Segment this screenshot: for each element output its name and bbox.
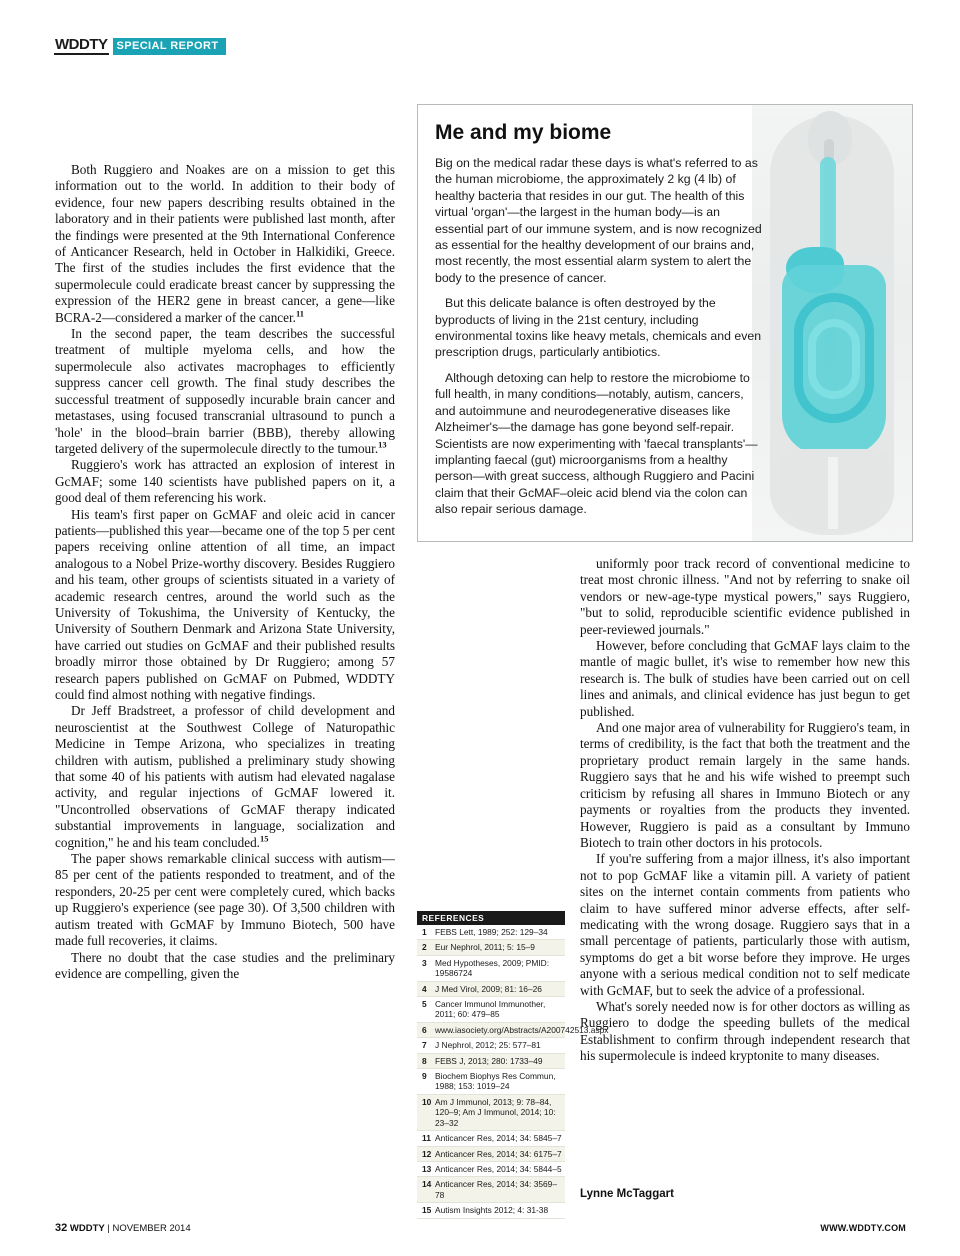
reference-item — [417, 1069, 565, 1095]
section-badge: SPECIAL REPORT — [113, 38, 227, 55]
reference-number: 7 — [422, 1040, 427, 1051]
reference-number: 5 — [422, 999, 427, 1010]
reference-text: J Med Virol, 2009; 81: 16–26 — [435, 983, 542, 994]
reference-number: 8 — [422, 1055, 427, 1066]
references-title: REFERENCES — [417, 911, 565, 925]
microbiome-illustration — [752, 105, 912, 541]
masthead — [54, 36, 254, 55]
sidebar-paragraph: Although detoxing can help to restore the microbiome to full health, in many conditions—notably, autism, cancers, and autoimmune and neurodegenerative diseases like Alzheimer's—the damage has gone beyond self-repair. Scientists are now experimenting with 'faecal transplants'—implanting faecal (gut) microorganisms from a healthy person—with great success, although Ruggiero and Pacini claim that their GcMAF–oleic acid blend via the colon can also repair serious damage. — [435, 370, 758, 517]
reference-item — [417, 1177, 565, 1203]
reference-text: J Nephrol, 2012; 25: 577–81 — [435, 1040, 541, 1051]
footer-url[interactable]: WWW.WDDTY.COM — [820, 1223, 906, 1233]
reference-item — [417, 1023, 609, 1038]
reference-item — [417, 1054, 565, 1069]
reference-number: 3 — [422, 957, 427, 968]
paragraph: However, before concluding that GcMAF lays claim to the mantle of magic bullet, it's wise to remember how new this research is. The bulk of studies have been carried out on cell lines and animals, and clinical evidence has just begun to get published. — [580, 638, 910, 719]
logo — [54, 36, 109, 55]
reference-item — [417, 997, 565, 1023]
footer-issue: | NOVEMBER 2014 — [107, 1223, 191, 1234]
reference-number: 15 — [422, 1205, 432, 1216]
footer-left — [55, 1222, 191, 1234]
reference-item — [417, 940, 565, 955]
footnote-ref: 15 — [259, 833, 269, 844]
logo-text: WDDTY — [55, 36, 108, 53]
paragraph: Both Ruggiero and Noakes are on a mission to get this information out to the world. In addition to their body of evidence, four new papers describing results obtained in the laboratory and in their patients were published last month, after the findings were presented at the 9th International Conference of Anticancer Research, held in October in Halkidiki, Greece. The first of the studies includes the first evidence that the supermolecule could eradicate breast cancer by suppressing the expression of the HER2 gene in breast cancer, a gene—like BCRA-2—considered a marker of the cancer.$^{11}$ — [55, 162, 395, 325]
references-box — [417, 911, 609, 1219]
footnote-ref: 11 — [295, 308, 304, 319]
reference-text: FEBS Lett, 1989; 252: 129–34 — [435, 927, 548, 937]
reference-item — [417, 1203, 565, 1218]
reference-text: www.iasociety.org/Abstracts/A200742513.aspx — [435, 1024, 609, 1035]
paragraph: There no doubt that the case studies and the preliminary evidence are compelling, given the — [55, 949, 395, 981]
sidebar-biome-panel — [417, 104, 913, 542]
reference-text: Anticancer Res, 2014; 34: 5844–5 — [435, 1163, 562, 1174]
reference-text: Am J Immunol, 2013; 9: 78–84, 120–9; Am J Immunol, 2014; 10: 23–32 — [435, 1096, 556, 1128]
reference-number: 10 — [422, 1096, 432, 1107]
body-column-left — [55, 162, 395, 982]
reference-item — [417, 956, 565, 982]
reference-text: Eur Nephrol, 2011; 5: 15–9 — [435, 942, 535, 953]
body-column-right — [580, 556, 910, 1065]
byline: Lynne McTaggart — [580, 1188, 674, 1200]
reference-item — [417, 1038, 565, 1053]
reference-text: Anticancer Res, 2014; 34: 3569–78 — [435, 1179, 557, 1200]
paragraph: And one major area of vulnerability for Ruggiero's team, in terms of credibility, is the fact that both the treatment and the proprietary product remain largely in the same hands. Ruggiero says that he and his wife wished to preempt such criticism by refusing all shares in Immuno Biotech or any payments or royalties from the products they invented. However, Ruggiero is paid as a consultant by Immuno Biotech to train other doctors in his protocols. — [580, 720, 910, 850]
reference-number: 13 — [422, 1163, 432, 1174]
reference-text: Cancer Immunol Immunother, 2011; 60: 479–85 — [435, 999, 546, 1020]
paragraph: His team's first paper on GcMAF and oleic acid in cancer patients—published this year—became one of the top 5 per cent papers receiving online attention of all time, an impact analogous to a Nobel Prize-worthy discovery. Besides Ruggiero and his team, other groups of scientists situated in a variety of academic research centres, around the world such as the University of Tokushima, the University of Kentucky, the University of Southern Denmark and Arizona State University, have carried out studies on GcMAF and their published results broadly mirror those obtained by Dr Ruggiero; among 57 research papers published on GcMAF on Pubmed, WDDTY could find almost nothing with negative findings. — [55, 506, 395, 702]
paragraph: The paper shows remarkable clinical success with autism—85 per cent of the patients responded to treatment, and of the responders, 20-25 per cent were completely cured, which backs up Ruggiero's experience (see page 30). Of 3,500 children with autism treated with GcMAF by Immuno Biotech, 500 have made full recoveries, it claims. — [55, 851, 395, 949]
paragraph: If you're suffering from a major illness, it's also important not to pop GcMAF like a vitamin pill. A variety of patient sites on the internet contain comments from patients who claim to have suffered minor adverse effects, after self-medicating with the wrong dosage. Ruggiero says that in a small percentage of patients, particularly those with autism, symptoms do get a bit worse before they improve. He urges anyone with a serious medical condition not to self medicate with GcMAF, but to seek the advice of a professional. — [580, 851, 910, 998]
reference-item — [417, 1147, 565, 1162]
legs-gap-shape — [828, 457, 838, 529]
reference-item — [417, 1095, 565, 1131]
reference-number: 2 — [422, 942, 427, 953]
reference-number: 9 — [422, 1071, 427, 1082]
reference-text: Anticancer Res, 2014; 34: 5845–7 — [435, 1133, 562, 1144]
reference-text: Biochem Biophys Res Commun, 1988; 153: 1019–24 — [435, 1071, 556, 1092]
paragraph: Ruggiero's work has attracted an explosion of interest in GcMAF; some 140 scientists have published papers on it, a good deal of them referencing his work. — [55, 457, 395, 506]
footer-brand: WDDTY — [69, 1223, 105, 1234]
paragraph: What's sorely needed now is for other doctors as willing as Ruggiero to dodge the speeding bullets of the medical Establishment to confirm through independent research that his supermolecule is indeed kryptonite to many diseases. — [580, 998, 910, 1064]
reference-text: Anticancer Res, 2014; 34: 6175–7 — [435, 1148, 562, 1159]
sidebar-paragraph: Big on the medical radar these days is what's referred to as the human microbiome, the approximately 2 kg (4 lb) of healthy bacteria that resides in our gut. The health of this virtual 'organ'—the largest in the human body—is an essential part of our immune system, and is now recognized as essential for the healthy development of our brains and, most recently, the most essential alarm system to alert the body to the presence of cancer. — [435, 156, 762, 285]
reference-number: 14 — [422, 1179, 432, 1190]
reference-number: 11 — [422, 1133, 431, 1144]
reference-text: Med Hypotheses, 2009; PMID: 19586724 — [435, 957, 550, 979]
sidebar-paragraph: But this delicate balance is often destroyed by the byproducts of living in the 21st century, including environmental toxins like heavy metals, chemicals and even prescription drugs, particularly antibiotics. — [435, 296, 762, 360]
reference-number: 1 — [422, 927, 427, 937]
footnote-ref: 13 — [378, 439, 387, 450]
reference-item — [417, 1131, 565, 1146]
sidebar-body — [435, 155, 765, 527]
reference-number: 12 — [422, 1148, 432, 1159]
reference-item — [417, 1162, 565, 1177]
reference-number: 4 — [422, 983, 427, 994]
reference-item — [417, 925, 565, 940]
paragraph: In the second paper, the team describes the successful treatment of multiple myeloma cells, and how the supermolecule also activates macrophages to efficiently suppress cancer cell growth. The final study describes the successful treatment of supposedly incurable brain cancer and metastases, using focused transcranial ultrasound to punch a 'hole' in the blood–brain barrier (BBB), thereby allowing targeted delivery of the supermolecule directly to the tumour.$^{13}$ — [55, 326, 395, 456]
paragraph: uniformly poor track record of conventional medicine to treat most chronic illness. "And not by referring to snake oil vendors or new-age-type mystical powers," says Ruggiero, "but to solid, reproducible scientific evidence published in peer-reviewed journals." — [580, 556, 910, 637]
reference-text: FEBS J, 2013; 280: 1733–49 — [435, 1055, 543, 1066]
reference-number: 6 — [422, 1024, 427, 1035]
reference-item — [417, 982, 565, 997]
intestine-inner-shape — [808, 319, 860, 399]
paragraph: Dr Jeff Bradstreet, a professor of child development and neuroscientist at the Southwest College of Naturopathic Medicine in Tempe Arizona, who specializes in treating children with autism, published a preliminary study showing that some 40 of his patients with autism had elevated nagalase activity, and regular injections of GcMAF lowered it. "Uncontrolled observations of GcMAF therapy indicated substantial improvements in language, socialization and cognition," he and his team concluded.$^{15}$ — [55, 703, 395, 850]
page-number: 32 — [55, 1222, 68, 1234]
reference-text: Autism Insights 2012; 4: 31-38 — [435, 1205, 549, 1216]
sidebar-title: Me and my biome — [435, 121, 612, 144]
